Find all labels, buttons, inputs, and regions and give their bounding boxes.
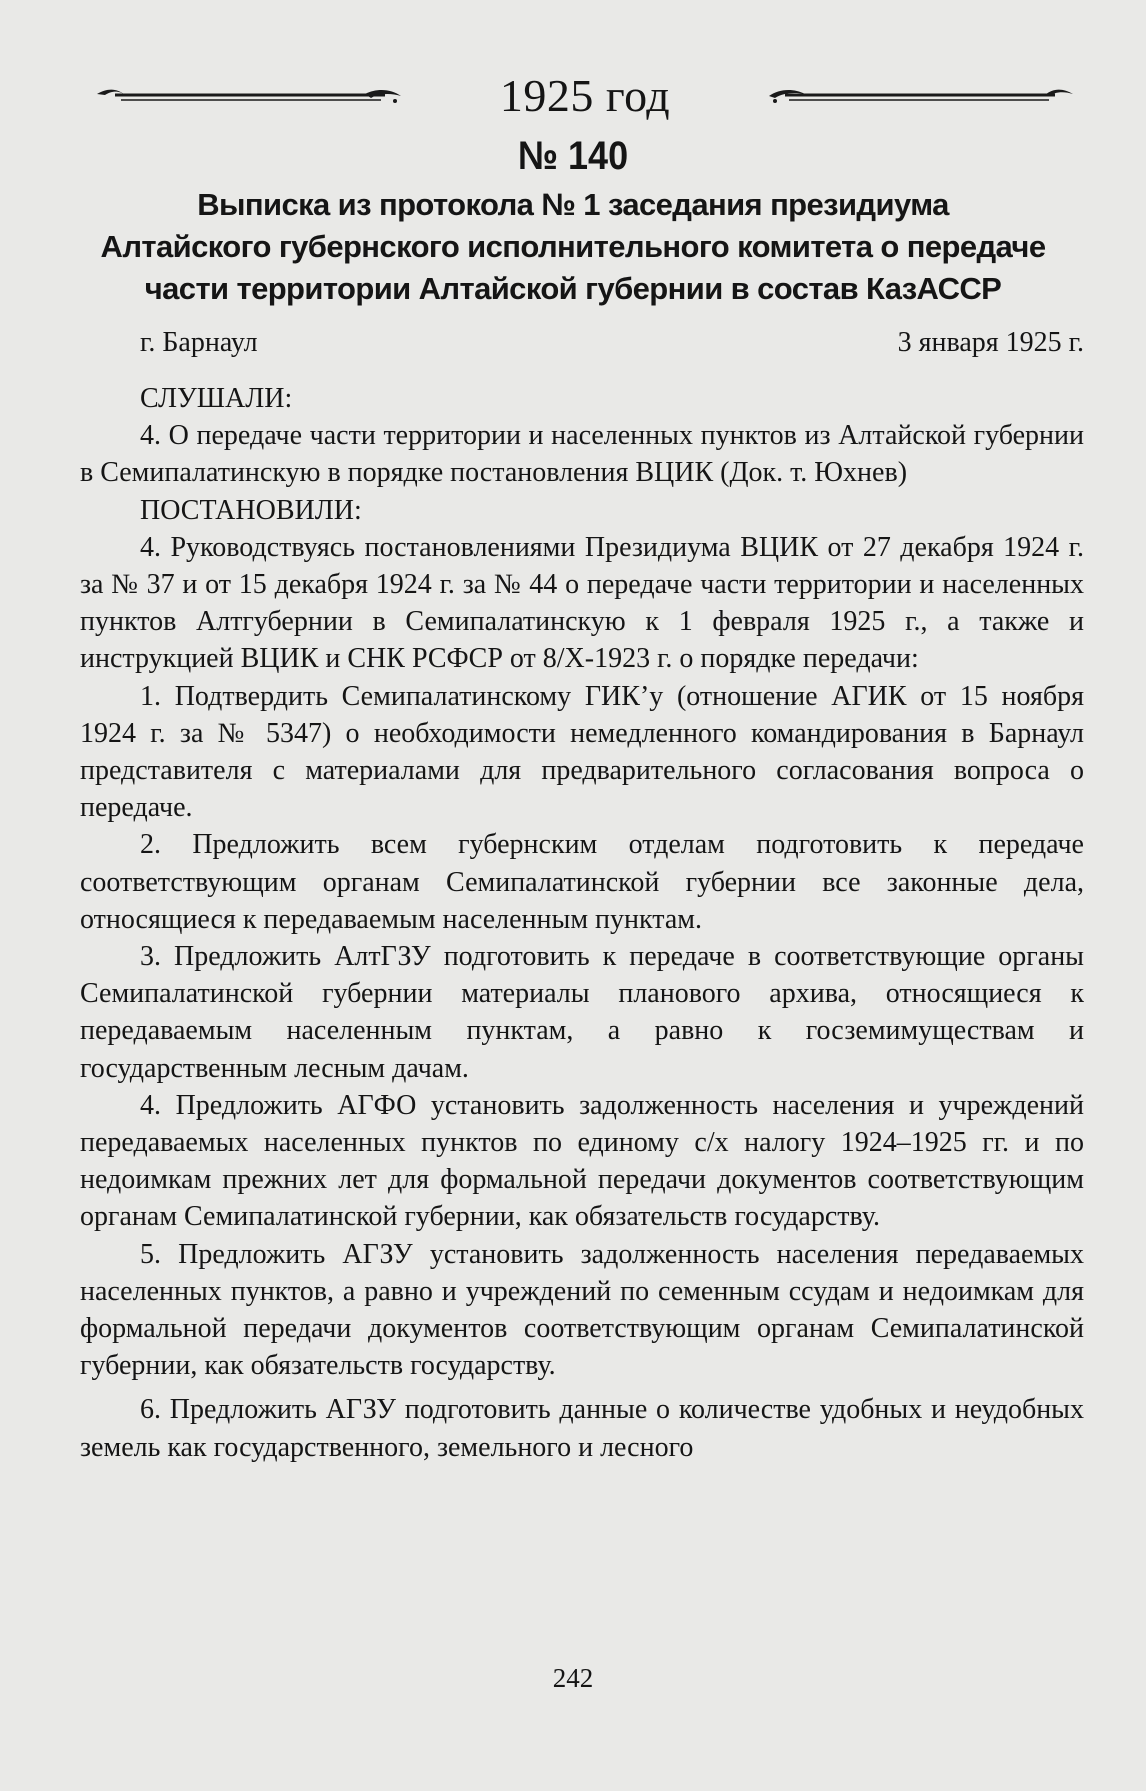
title-line: части территории Алтайской губернии в состав КазАССР [144, 271, 1002, 306]
resolution-item: 5. Предложить АГЗУ установить задолженность населения передаваемых населенных пунктов, а равно и учреждений по семенным ссудам и недоимкам для формальной передачи документов соответствующим органам Семипалатинской губернии, как обязательств государству. [80, 1238, 1084, 1382]
title-line: Алтайского губернского исполнительного комитета о передаче [100, 229, 1046, 264]
document-body [80, 380, 1084, 1466]
year-title: 1925 год [499, 70, 671, 121]
right-ornament-icon [765, 86, 1075, 108]
resolved-label: ПОСТАНОВИЛИ: [140, 494, 362, 526]
resolution-item: 3. Предложить АлтГЗУ подготовить к передаче в соответствующие органы Семипалатинской губернии материалы планового архива, относящиеся к передаваемым населенным пунктам, а равно к госземимуществам и государственным лесным дачам. [80, 941, 1084, 1084]
heard-label: СЛУШАЛИ: [140, 383, 293, 414]
document-title [60, 184, 1086, 310]
year-header [95, 68, 1075, 124]
resolution-item: 6. Предложить АГЗУ подготовить данные о количестве удобных и неудобных земель как государственного, земельного и лесного [80, 1394, 1084, 1463]
resolution-item: 1. Подтвердить Семипалатинскому ГИК’у (отношение АГИК от 15 ноября 1924 г. за № 5347) о необходимости немедленного командирования в Барнаул представителя с материалами для предварительного согласования вопроса о передаче. [80, 680, 1084, 824]
title-line: Выписка из протокола № 1 заседания президиума [197, 187, 949, 222]
resolution-item: 4. Предложить АГФО установить задолженность населения и учреждений передаваемых населенных пунктов по единому с/х налогу 1924–1925 гг. и по недоимкам прежних лет для формальной передачи документов соответствующим органам Семипалатинской губернии, как обязательств государству. [80, 1089, 1084, 1233]
resolution-item: 2. Предложить всем губернским отделам подготовить к передаче соответствующим органам Семипалатинской губернии все законные дела, относящиеся к передаваемым населенным пунктам. [80, 829, 1084, 935]
document-place: г. Барнаул [140, 327, 258, 358]
resolved-intro: 4. Руководствуясь постановлениями Президиума ВЦИК от 27 декабря 1924 г. за № 37 и от 15 декабря 1924 г. за № 44 о передаче части территории и населенных пунктов Алтгубернии в Семипалатинскую к 1 февраля 1925 г., а также и инструкцией ВЦИК и СНК РСФСР от 8/X-1923 г. о порядке передачи: [80, 531, 1084, 675]
page-number: 242 [552, 1663, 594, 1693]
heard-item: 4. О передаче части территории и населенных пунктов из Алтайской губернии в Семипалатинскую в порядке постановления ВЦИК (Док. т. Юхнев) [80, 420, 1084, 489]
document-date: 3 января 1925 г. [897, 327, 1084, 358]
document-number: № 140 [517, 134, 629, 178]
